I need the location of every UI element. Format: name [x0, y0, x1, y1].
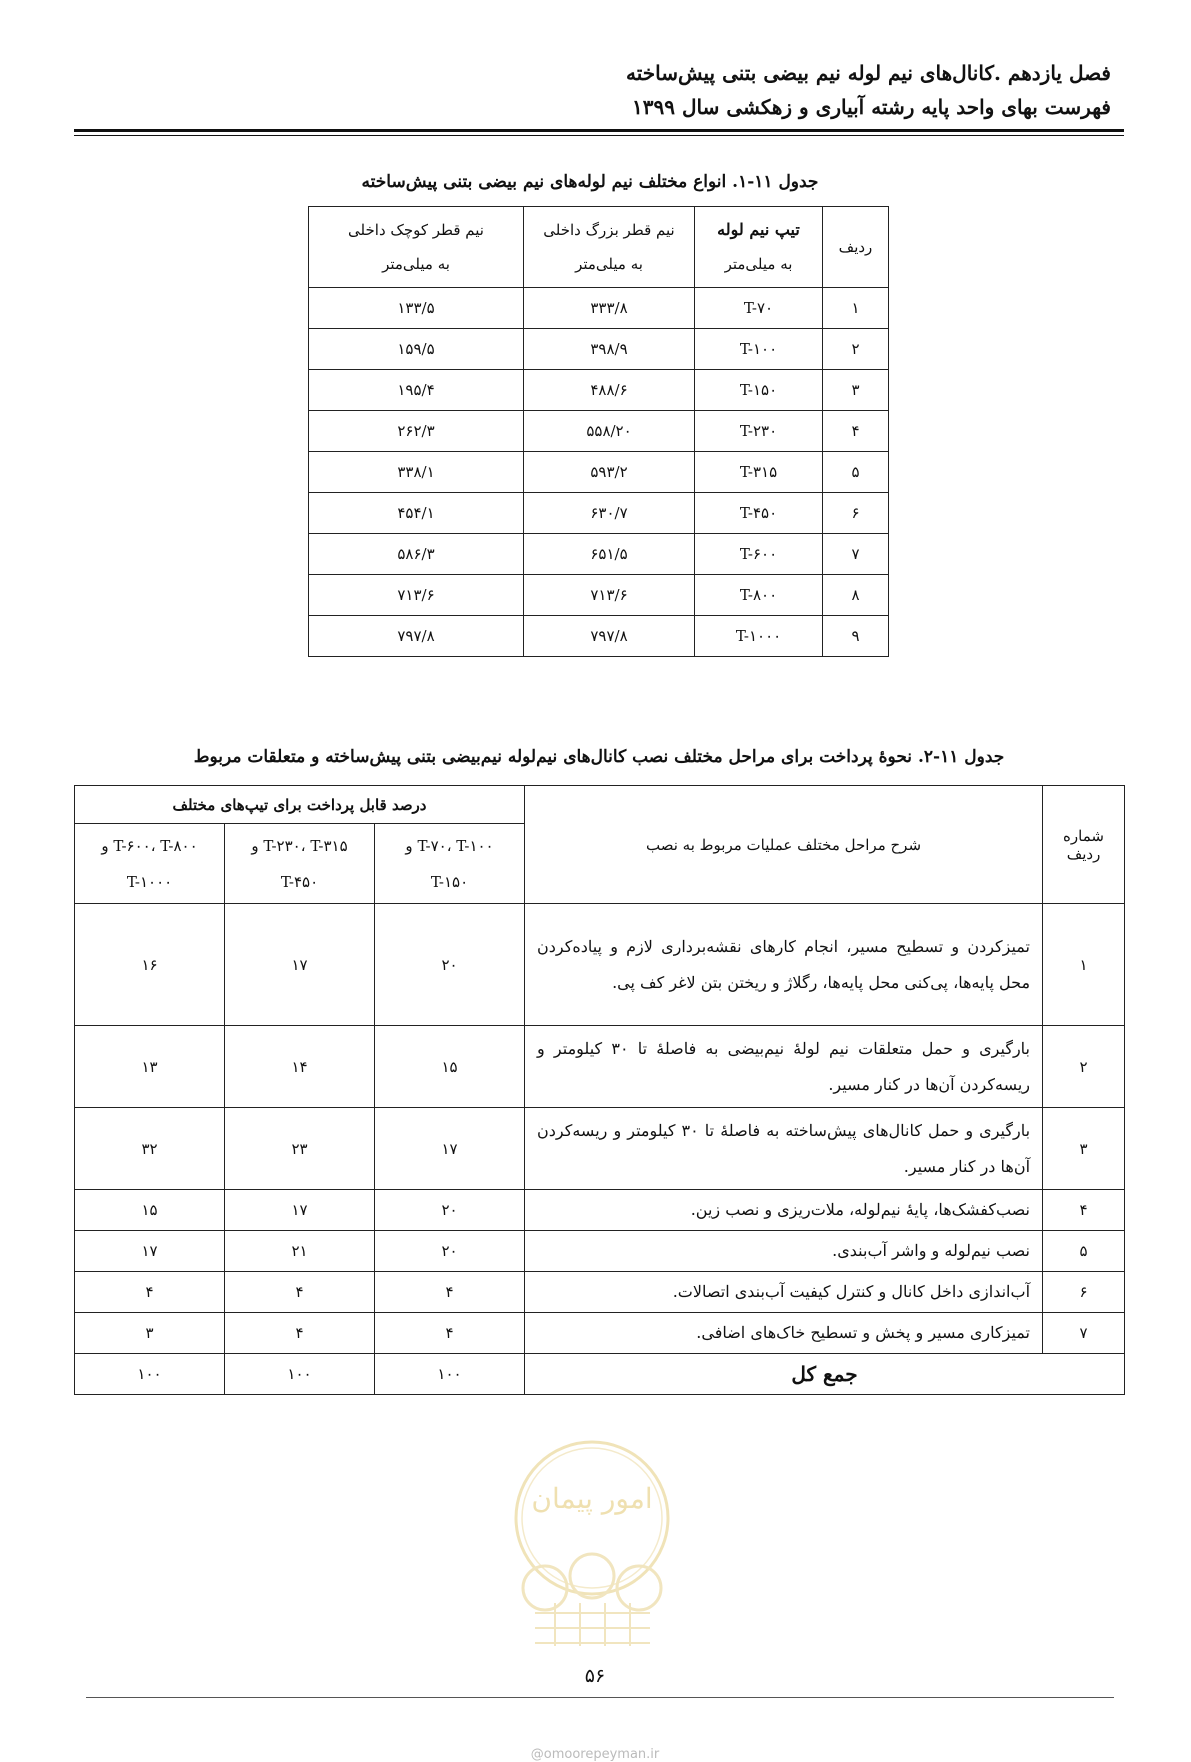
header-big-radius-unit: به میلی‌متر — [575, 255, 643, 273]
percent-col2: ۱۷ — [225, 904, 375, 1026]
table-row — [309, 288, 889, 329]
header-col2-line1: T-۲۳۰، T-۳۱۵ و — [251, 836, 348, 855]
row-no: ۷ — [823, 534, 889, 575]
percent-col3: ۱۳ — [75, 1026, 225, 1108]
header-col2 — [225, 824, 375, 904]
percent-col2: ۱۷ — [225, 1190, 375, 1231]
pipe-type: T-۱۰۰ — [695, 329, 823, 370]
table-row — [75, 1026, 1125, 1108]
total-label: جمع کل — [525, 1354, 1125, 1395]
small-radius: ۳۳۸/۱ — [309, 452, 524, 493]
header-type-unit: به میلی‌متر — [724, 255, 793, 273]
small-radius: ۴۵۴/۱ — [309, 493, 524, 534]
header-row-number — [1043, 786, 1125, 904]
document-title: فهرست بهای واحد پایه رشته آبیاری و زهکشی سال ۱۳۹۹ — [632, 95, 1111, 119]
percent-col3: ۱۷ — [75, 1231, 225, 1272]
percent-col2: ۴ — [225, 1272, 375, 1313]
total-row — [75, 1354, 1125, 1395]
percent-col3: ۱۶ — [75, 904, 225, 1026]
header-small-radius — [309, 207, 524, 288]
pipe-type: T-۶۰۰ — [695, 534, 823, 575]
table-row — [309, 370, 889, 411]
row-description: تمیزکاری مسیر و پخش و تسطیح خاک‌های اضافی. — [525, 1313, 1043, 1354]
big-radius: ۴۸۸/۶ — [524, 370, 695, 411]
table-row — [309, 493, 889, 534]
header-col2-line2: T-۴۵۰ — [280, 872, 319, 891]
table-row — [75, 1272, 1125, 1313]
row-no: ۲ — [1043, 1026, 1125, 1108]
seal-logo-icon — [505, 1438, 680, 1648]
header-description: شرح مراحل مختلف عملیات مربوط به نصب — [525, 786, 1043, 904]
row-no: ۵ — [823, 452, 889, 493]
row-no: ۷ — [1043, 1313, 1125, 1354]
table-row — [75, 904, 1125, 1026]
table-row — [75, 1313, 1125, 1354]
pipe-type: T-۷۰ — [695, 288, 823, 329]
percent-col1: ۲۰ — [375, 904, 525, 1026]
header-col3-line2: T-۱۰۰۰ — [126, 872, 173, 891]
table-row — [309, 452, 889, 493]
header-col1-line2: T-۱۵۰ — [430, 872, 469, 891]
percent-col2: ۴ — [225, 1313, 375, 1354]
row-description: تمیزکردن و تسطیح مسیر، انجام کارهای نقشه‌برداری لازم و پیاده‌کردن محل پایه‌ها، پی‌کنی محل پایه‌ها، رگلاژ و ریختن بتن لاغر کف پی. — [525, 904, 1043, 1026]
small-radius: ۱۳۳/۵ — [309, 288, 524, 329]
row-no: ۹ — [823, 616, 889, 657]
header-rule-thick — [74, 129, 1124, 132]
row-no: ۶ — [823, 493, 889, 534]
pipe-type: T-۱۵۰ — [695, 370, 823, 411]
row-description: نصب نیم‌لوله و واشر آب‌بندی. — [525, 1231, 1043, 1272]
percent-col2: ۱۴ — [225, 1026, 375, 1108]
percent-col1: ۱۷ — [375, 1108, 525, 1190]
row-no: ۲ — [823, 329, 889, 370]
row-no: ۳ — [1043, 1108, 1125, 1190]
table-row — [75, 1190, 1125, 1231]
header-rule-thin — [74, 135, 1124, 136]
table-row — [309, 411, 889, 452]
row-no: ۴ — [1043, 1190, 1125, 1231]
row-description: بارگیری و حمل کانال‌های پیش‌ساخته به فاصلهٔ تا ۳۰ کیلومتر و ریسه‌کردن آن‌ها در کنار مسیر. — [525, 1108, 1043, 1190]
row-description: آب‌اندازی داخل کانال و کنترل کیفیت آب‌بندی اتصالات. — [525, 1272, 1043, 1313]
small-radius: ۵۸۶/۳ — [309, 534, 524, 575]
big-radius: ۵۵۸/۲۰ — [524, 411, 695, 452]
table2-caption: جدول ۱۱-۲. نحوهٔ پرداخت برای مراحل مختلف نصب کانال‌های نیم‌لوله نیم‌بیضی بتنی پیش‌ساخته و متعلقات مربوط — [193, 747, 1005, 767]
percent-col1: ۲۰ — [375, 1231, 525, 1272]
logo-brand-text: امور پیمان — [531, 1482, 653, 1515]
table-row — [309, 534, 889, 575]
percent-col3: ۴ — [75, 1272, 225, 1313]
total-col1: ۱۰۰ — [375, 1354, 525, 1395]
header-big-radius — [524, 207, 695, 288]
website-watermark: @omoorepeyman.ir — [530, 1747, 660, 1762]
row-no: ۶ — [1043, 1272, 1125, 1313]
small-radius: ۷۱۳/۶ — [309, 575, 524, 616]
header-col3-line1: T-۶۰۰، T-۸۰۰ و — [101, 836, 198, 855]
total-col3: ۱۰۰ — [75, 1354, 225, 1395]
row-description: نصب‌کفشک‌ها، پایهٔ نیم‌لوله، ملات‌ریزی و نصب زین. — [525, 1190, 1043, 1231]
pipe-type: T-۴۵۰ — [695, 493, 823, 534]
header-row-no: ردیف — [823, 207, 889, 288]
pipe-type: T-۸۰۰ — [695, 575, 823, 616]
table-row — [75, 1108, 1125, 1190]
pipe-type: T-۱۰۰۰ — [695, 616, 823, 657]
row-no: ۱ — [823, 288, 889, 329]
table-row — [309, 575, 889, 616]
header-row-number-line2: ردیف — [1066, 844, 1101, 863]
page-number: ۵۶ — [584, 1665, 606, 1687]
pipe-types-table — [308, 206, 889, 657]
percent-col1: ۴ — [375, 1272, 525, 1313]
row-no: ۳ — [823, 370, 889, 411]
header-col1-line1: T-۷۰، T-۱۰۰ و — [405, 836, 494, 855]
percent-col3: ۳۲ — [75, 1108, 225, 1190]
header-percent-group: درصد قابل پرداخت برای تیپ‌های مختلف — [75, 786, 525, 824]
header-type — [695, 207, 823, 288]
percent-col1: ۱۵ — [375, 1026, 525, 1108]
big-radius: ۶۵۱/۵ — [524, 534, 695, 575]
big-radius: ۵۹۳/۲ — [524, 452, 695, 493]
percent-col2: ۲۱ — [225, 1231, 375, 1272]
percent-col2: ۲۳ — [225, 1108, 375, 1190]
big-radius: ۳۹۸/۹ — [524, 329, 695, 370]
big-radius: ۳۳۳/۸ — [524, 288, 695, 329]
payment-stages-table — [74, 785, 1125, 1395]
header-row-number-line1: شماره — [1063, 826, 1104, 845]
small-radius: ۱۹۵/۴ — [309, 370, 524, 411]
pipe-type: T-۲۳۰ — [695, 411, 823, 452]
header-big-radius-label: نیم قطر بزرگ داخلی — [543, 221, 675, 239]
header-col3 — [75, 824, 225, 904]
header-col1 — [375, 824, 525, 904]
footer-rule — [86, 1697, 1114, 1698]
table1-caption: جدول ۱۱-۱. انواع مختلف نیم لوله‌های نیم بیضی بتنی پیش‌ساخته — [361, 172, 819, 192]
big-radius: ۶۳۰/۷ — [524, 493, 695, 534]
table-row — [309, 616, 889, 657]
header-small-radius-unit: به میلی‌متر — [382, 255, 450, 273]
big-radius: ۷۱۳/۶ — [524, 575, 695, 616]
chapter-title: فصل یازدهم .کانال‌های نیم لوله نیم بیضی بتنی پیش‌ساخته — [626, 61, 1111, 85]
row-description: بارگیری و حمل متعلقات نیم لولهٔ نیم‌بیضی به فاصلهٔ تا ۳۰ کیلومتر و ریسه‌کردن آن‌ها در کنار مسیر. — [525, 1026, 1043, 1108]
big-radius: ۷۹۷/۸ — [524, 616, 695, 657]
table-row — [75, 1231, 1125, 1272]
row-no: ۴ — [823, 411, 889, 452]
small-radius: ۷۹۷/۸ — [309, 616, 524, 657]
percent-col3: ۳ — [75, 1313, 225, 1354]
small-radius: ۱۵۹/۵ — [309, 329, 524, 370]
percent-col1: ۴ — [375, 1313, 525, 1354]
header-small-radius-label: نیم قطر کوچک داخلی — [348, 221, 484, 239]
small-radius: ۲۶۲/۳ — [309, 411, 524, 452]
row-no: ۵ — [1043, 1231, 1125, 1272]
row-no: ۱ — [1043, 904, 1125, 1026]
percent-col3: ۱۵ — [75, 1190, 225, 1231]
table-row — [309, 329, 889, 370]
row-no: ۸ — [823, 575, 889, 616]
total-col2: ۱۰۰ — [225, 1354, 375, 1395]
pipe-type: T-۳۱۵ — [695, 452, 823, 493]
header-type-label: تیپ نیم لوله — [717, 220, 800, 239]
percent-col1: ۲۰ — [375, 1190, 525, 1231]
page-header — [81, 56, 1111, 124]
